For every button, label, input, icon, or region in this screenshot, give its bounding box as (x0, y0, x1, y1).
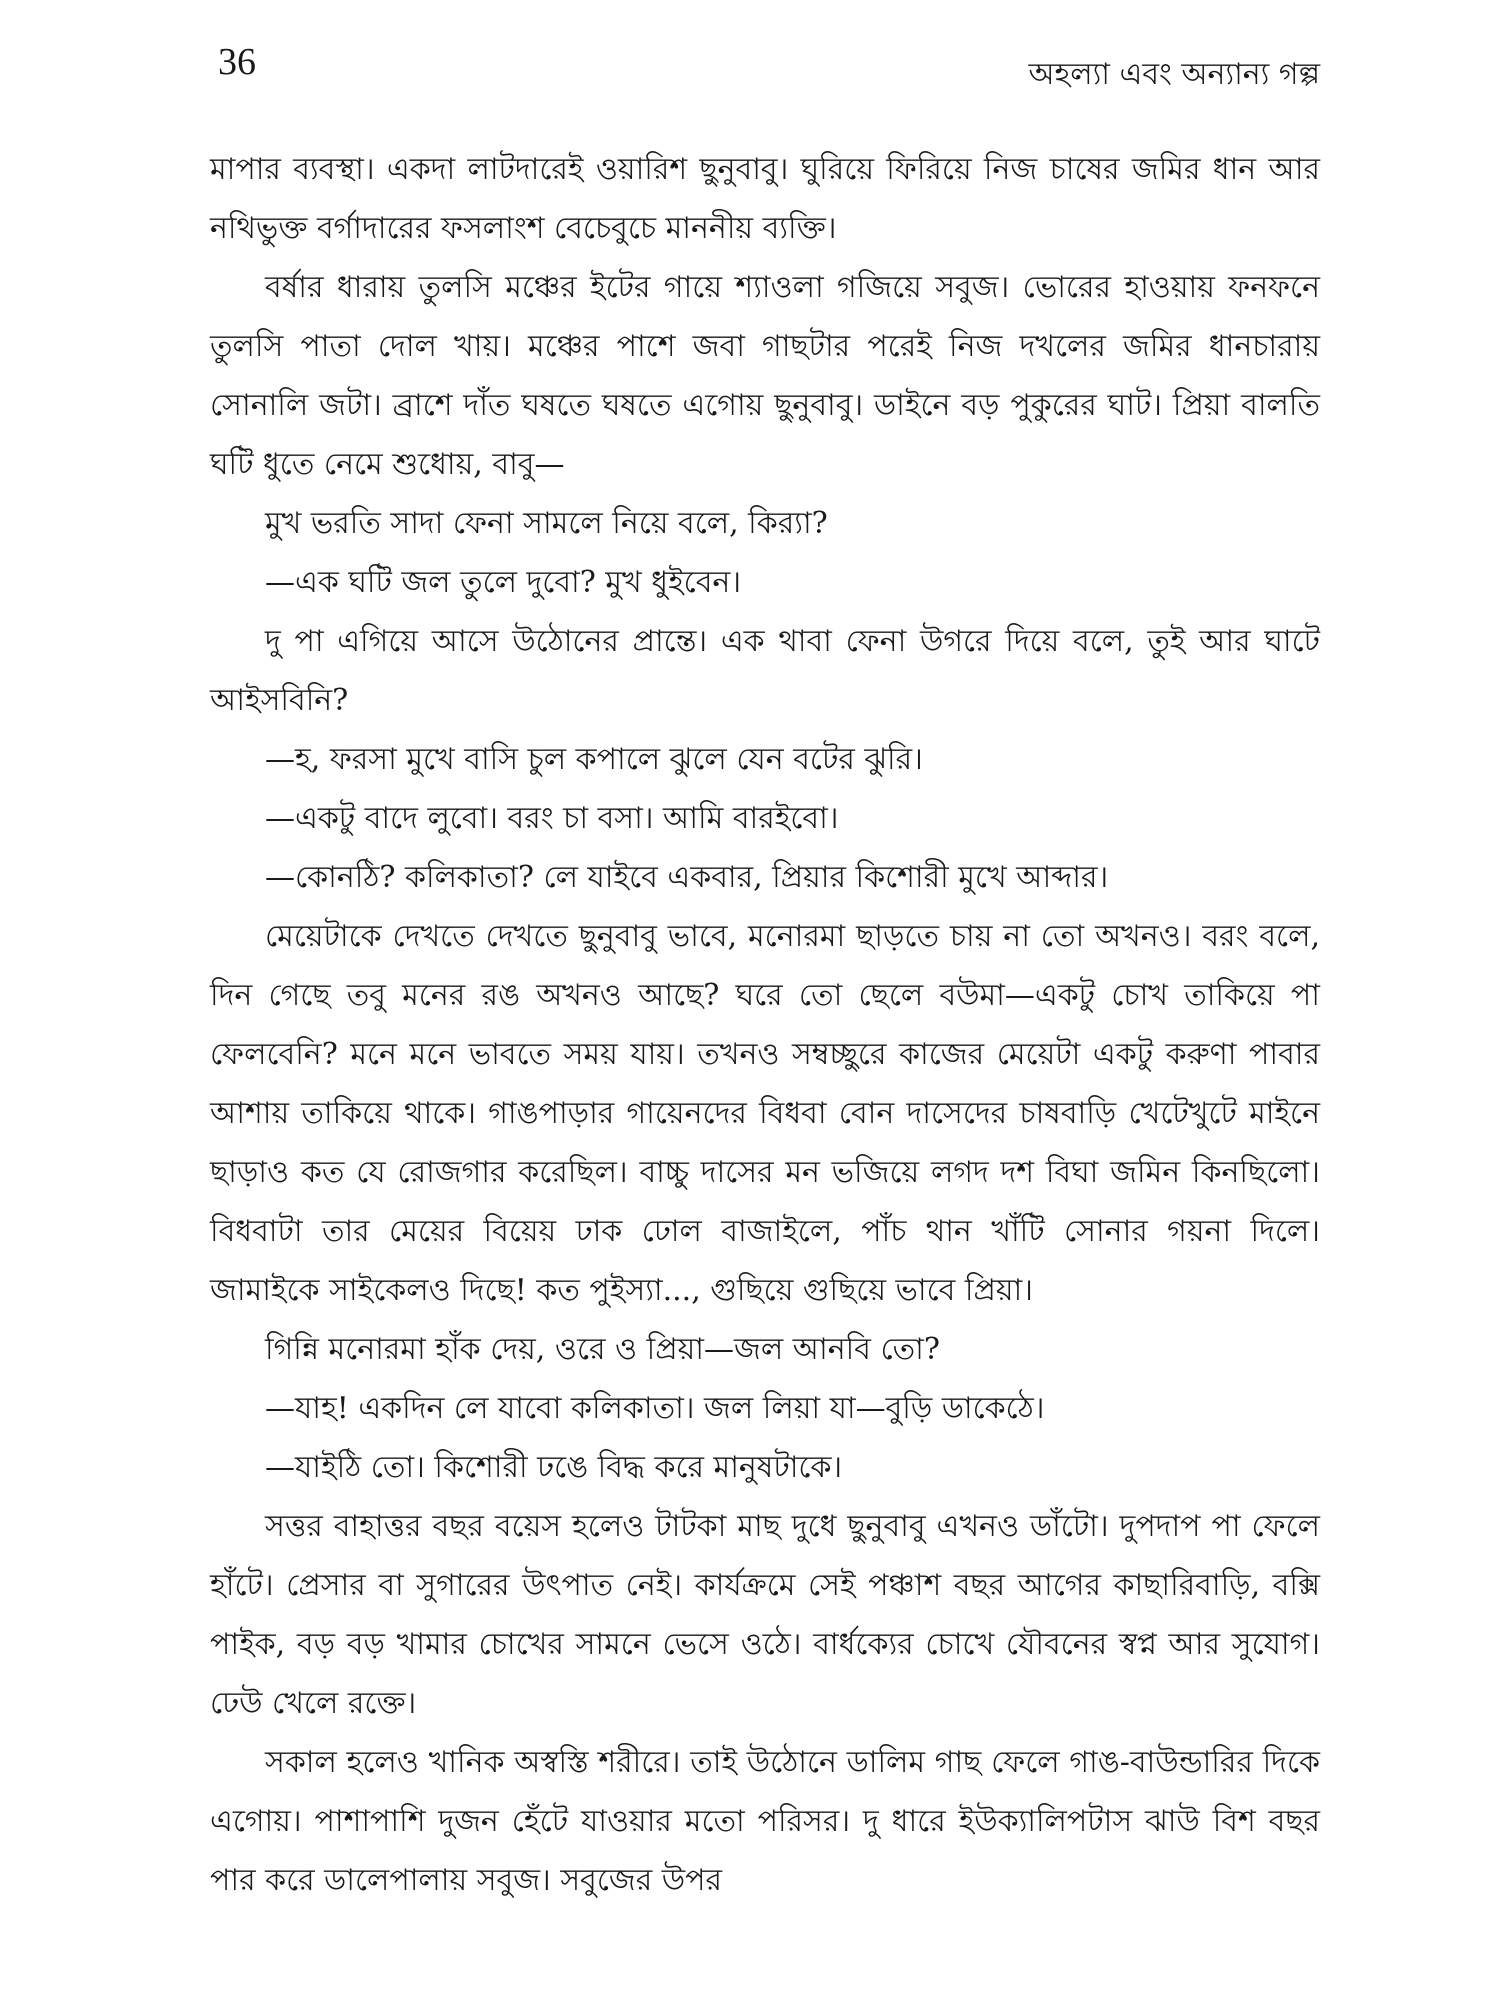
paragraph: —এক ঘটি জল তুলে দুবো? মুখ ধুইবেন। (265, 565, 742, 600)
running-title: অহল্যা এবং অন্যান্য গল্প (1028, 57, 1320, 92)
paragraph: দু পা এগিয়ে আসে উঠোনের প্রান্তে। এক থাবা ফেনা উগরে দিয়ে বলে, তুই আর ঘাটে আইসবিনি? (210, 624, 1320, 718)
paragraph: —হ, ফরসা মুখে বাসি চুল কপালে ঝুলে যেন বটের ঝুরি। (265, 742, 923, 777)
page-number: 36 (218, 41, 256, 83)
paragraph: বর্ষার ধারায় তুলসি মঞ্চের ইটের গায়ে শ্যাওলা গজিয়ে সবুজ। ভোরের হাওয়ায় ফনফনে তুলসি পাতা দোল খায়। মঞ্চের পাশে জবা গাছটার পরেই নিজ দখলের জমির ধানচারায় সোনালি জটা। ব্রাশে দাঁত ঘষতে ঘষতে এগোয় ছুনুবাবু। ডাইনে বড় পুকুরের ঘাট। প্রিয়া বালতি ঘটি ধুতে নেমে শুধোয়, বাবু— (210, 270, 1320, 482)
body-text (210, 140, 1320, 1910)
paragraph: সকাল হলেও খানিক অস্বস্তি শরীরে। তাই উঠোনে ডালিম গাছ ফেলে গাঙ-বাউন্ডারির দিকে এগোয়। পাশাপাশি দুজন হেঁটে যাওয়ার মতো পরিসর। দু ধারে ইউক্যালিপটাস ঝাউ বিশ বছর পার করে ডালেপালায় সবুজ। সবুজের উপর (210, 1745, 1320, 1898)
paragraph: গিন্নি মনোরমা হাঁক দেয়, ওরে ও প্রিয়া—জল আনবি তো? (265, 1332, 940, 1367)
paragraph: মাপার ব্যবস্থা। একদা লাটদারেই ওয়ারিশ ছুনুবাবু। ঘুরিয়ে ফিরিয়ে নিজ চাষের জমির ধান আর নথিভুক্ত বর্গাদারের ফসলাংশ বেচেবুচে মাননীয় ব্যক্তি। (210, 152, 1320, 246)
paragraph: —যাইঠি তো। কিশোরী ঢঙে বিদ্ধ করে মানুষটাকে। (265, 1450, 843, 1485)
page-header (218, 40, 1320, 100)
paragraph: —একটু বাদে লুবো। বরং চা বসা। আমি বারইবো। (265, 801, 839, 836)
paragraph: —যাহ! একদিন লে যাবো কলিকাতা। জল লিয়া যা—বুড়ি ডাকেঠে। (265, 1391, 1045, 1426)
paragraph: মেয়েটাকে দেখতে দেখতে ছুনুবাবু ভাবে, মনোরমা ছাড়তে চায় না তো অখনও। বরং বলে, দিন গেছে তবু মনের রঙ অখনও আছে? ঘরে তো ছেলে বউমা—একটু চোখ তাকিয়ে পা ফেলবেনি? মনে মনে ভাবতে সময় যায়। তখনও সম্বচ্ছুরে কাজের মেয়েটা একটু করুণা পাবার আশায় তাকিয়ে থাকে। গাঙপাড়ার গায়েনদের বিধবা বোন দাসেদের চাষবাড়ি খেটেখুটে মাইনে ছাড়াও কত যে রোজগার করেছিল। বাচ্চু দাসের মন ভজিয়ে লগদ দশ বিঘা জমিন কিনছিলো। বিধবাটা তার মেয়ের বিয়েয় ঢাক ঢোল বাজাইলে, পাঁচ থান খাঁটি সোনার গয়না দিলে। জামাইকে সাইকেলও দিছে! কত পুইস্যা..., গুছিয়ে গুছিয়ে ভাবে প্রিয়া। (210, 919, 1320, 1308)
paragraph: —কোনঠি? কলিকাতা? লে যাইবে একবার, প্রিয়ার কিশোরী মুখে আব্দার। (265, 860, 1109, 895)
paragraph: সত্তর বাহাত্তর বছর বয়েস হলেও টাটকা মাছ দুধে ছুনুবাবু এখনও ডাঁটো। দুপদাপ পা ফেলে হাঁটে। প্রেসার বা সুগারের উৎপাত নেই। কার্যক্রমে সেই পঞ্চাশ বছর আগের কাছারিবাড়ি, বক্সি পাইক, বড় বড় খামার চোখের সামনে ভেসে ওঠে। বার্ধক্যের চোখে যৌবনের স্বপ্ন আর সুযোগ। ঢেউ খেলে রক্তে। (210, 1509, 1320, 1721)
paragraph: মুখ ভরতি সাদা ফেনা সামলে নিয়ে বলে, কির‍্যা? (265, 506, 828, 541)
